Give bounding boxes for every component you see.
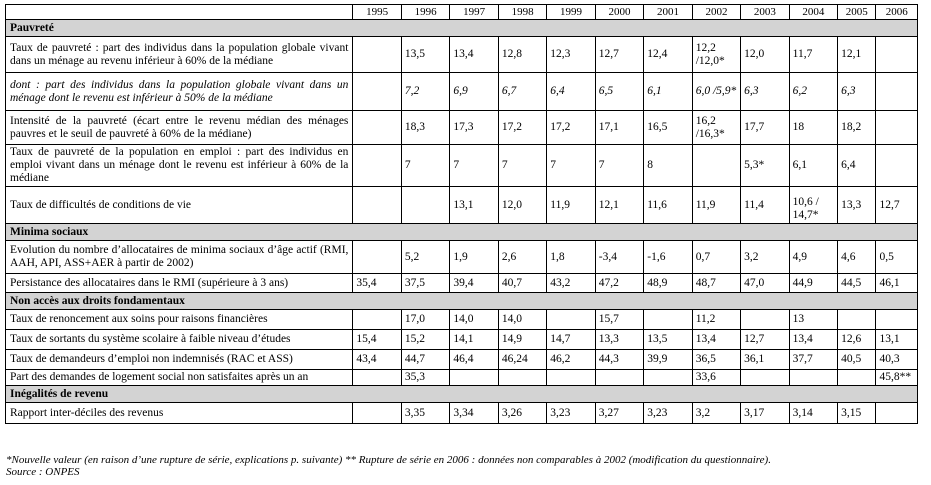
- value-cell: -3,4: [595, 241, 643, 274]
- value-cell: [595, 370, 643, 386]
- value-cell: 12,6: [838, 330, 876, 350]
- year-header: 1996: [401, 5, 449, 20]
- value-cell: 3,2: [741, 241, 789, 274]
- value-cell: 0,7: [692, 241, 740, 274]
- value-cell: 37,5: [401, 274, 449, 293]
- value-cell: 5,2: [401, 241, 449, 274]
- table-row: [6, 241, 918, 274]
- value-cell: [741, 370, 789, 386]
- value-cell: [450, 370, 498, 386]
- table-row: [6, 37, 918, 73]
- table-row: [6, 350, 918, 370]
- value-cell: 17,1: [595, 111, 643, 145]
- value-cell: 13,1: [876, 330, 918, 350]
- section-title: Minima sociaux: [6, 224, 918, 241]
- value-cell: 6,3: [838, 73, 876, 111]
- section-title: Inégalités de revenu: [6, 386, 918, 403]
- value-cell: 5,3*: [741, 145, 789, 187]
- section-header-row: [6, 386, 918, 403]
- value-cell: 11,9: [547, 187, 595, 224]
- year-header: 2005: [838, 5, 876, 20]
- value-cell: [876, 145, 918, 187]
- table-row: [6, 330, 918, 350]
- value-cell: 6,9: [450, 73, 498, 111]
- value-cell: 12,2 /12,0*: [692, 37, 740, 73]
- value-cell: 17,0: [401, 310, 449, 330]
- value-cell: 36,5: [692, 350, 740, 370]
- value-cell: 12,4: [644, 37, 692, 73]
- value-cell: 7: [450, 145, 498, 187]
- row-label: Evolution du nombre d’allocataires de minima sociaux d’âge actif (RMI, AAH, API, ASS+AER à partir de 2002): [6, 241, 353, 274]
- table-row: [6, 111, 918, 145]
- year-header: 2003: [741, 5, 789, 20]
- table-row: [6, 73, 918, 111]
- value-cell: 33,6: [692, 370, 740, 386]
- table-notes: [6, 454, 771, 478]
- value-cell: [547, 310, 595, 330]
- value-cell: [353, 37, 401, 73]
- value-cell: 3,2: [692, 403, 740, 424]
- value-cell: 3,26: [498, 403, 546, 424]
- table-row: [6, 274, 918, 293]
- section-title: Non accès aux droits fondamentaux: [6, 293, 918, 310]
- value-cell: 35,3: [401, 370, 449, 386]
- value-cell: 14,1: [450, 330, 498, 350]
- value-cell: 12,8: [498, 37, 546, 73]
- value-cell: 15,7: [595, 310, 643, 330]
- value-cell: 2,6: [498, 241, 546, 274]
- value-cell: 11,2: [692, 310, 740, 330]
- section-header-row: [6, 293, 918, 310]
- value-cell: 12,0: [498, 187, 546, 224]
- year-header: 2002: [692, 5, 740, 20]
- value-cell: [644, 370, 692, 386]
- year-header: 1997: [450, 5, 498, 20]
- value-cell: 17,7: [741, 111, 789, 145]
- value-cell: [353, 145, 401, 187]
- value-cell: 11,4: [741, 187, 789, 224]
- value-cell: 7: [595, 145, 643, 187]
- value-cell: 46,1: [876, 274, 918, 293]
- value-cell: 4,9: [789, 241, 837, 274]
- year-header: 2000: [595, 5, 643, 20]
- value-cell: 17,3: [450, 111, 498, 145]
- row-label: Taux de pauvreté : part des individus dans la population globale vivant dans un ménage au revenu inférieur à 60% de la médiane: [6, 37, 353, 73]
- value-cell: [644, 310, 692, 330]
- value-cell: 6,7: [498, 73, 546, 111]
- value-cell: 15,4: [353, 330, 401, 350]
- value-cell: 4,6: [838, 241, 876, 274]
- source-note: Source : ONPES: [6, 466, 80, 478]
- year-header: 1998: [498, 5, 546, 20]
- value-cell: 37,7: [789, 350, 837, 370]
- value-cell: [353, 370, 401, 386]
- value-cell: 12,7: [876, 187, 918, 224]
- value-cell: 40,5: [838, 350, 876, 370]
- value-cell: 13,5: [644, 330, 692, 350]
- value-cell: 1,9: [450, 241, 498, 274]
- value-cell: 47,0: [741, 274, 789, 293]
- value-cell: [838, 310, 876, 330]
- table-row: [6, 187, 918, 224]
- value-cell: 14,7: [547, 330, 595, 350]
- value-cell: 18,2: [838, 111, 876, 145]
- value-cell: 6,3: [741, 73, 789, 111]
- value-cell: [401, 187, 449, 224]
- row-label: Intensité de la pauvreté (écart entre le revenu médian des ménages pauvres et le seuil de pauvreté à 60% de la médiane): [6, 111, 353, 145]
- value-cell: 11,7: [789, 37, 837, 73]
- value-cell: 0,5: [876, 241, 918, 274]
- value-cell: 46,24: [498, 350, 546, 370]
- value-cell: 13: [789, 310, 837, 330]
- value-cell: 44,7: [401, 350, 449, 370]
- table-row: [6, 370, 918, 386]
- value-cell: [498, 370, 546, 386]
- value-cell: 43,4: [353, 350, 401, 370]
- value-cell: 6,2: [789, 73, 837, 111]
- year-header: 2001: [644, 5, 692, 20]
- table-row: [6, 403, 918, 424]
- value-cell: 12,7: [741, 330, 789, 350]
- value-cell: 16,5: [644, 111, 692, 145]
- value-cell: 45,8**: [876, 370, 918, 386]
- value-cell: 46,4: [450, 350, 498, 370]
- value-cell: [789, 370, 837, 386]
- value-cell: 10,6 / 14,7*: [789, 187, 837, 224]
- value-cell: 6,4: [547, 73, 595, 111]
- value-cell: 48,9: [644, 274, 692, 293]
- value-cell: 3,23: [547, 403, 595, 424]
- value-cell: [353, 73, 401, 111]
- value-cell: 7,2: [401, 73, 449, 111]
- value-cell: 12,1: [838, 37, 876, 73]
- value-cell: [353, 241, 401, 274]
- value-cell: [353, 111, 401, 145]
- year-header-row: [6, 5, 918, 20]
- value-cell: 1,8: [547, 241, 595, 274]
- value-cell: 39,4: [450, 274, 498, 293]
- value-cell: [353, 187, 401, 224]
- header-corner: [6, 5, 353, 20]
- value-cell: 6,1: [644, 73, 692, 111]
- value-cell: 11,9: [692, 187, 740, 224]
- value-cell: 3,17: [741, 403, 789, 424]
- value-cell: 18: [789, 111, 837, 145]
- value-cell: 3,23: [644, 403, 692, 424]
- year-header: 1999: [547, 5, 595, 20]
- value-cell: 18,3: [401, 111, 449, 145]
- row-label: Persistance des allocataires dans le RMI (supérieure à 3 ans): [6, 274, 353, 293]
- indicators-table: [5, 4, 918, 424]
- value-cell: [876, 310, 918, 330]
- value-cell: 39,9: [644, 350, 692, 370]
- value-cell: 3,27: [595, 403, 643, 424]
- value-cell: 6,4: [838, 145, 876, 187]
- value-cell: 17,2: [547, 111, 595, 145]
- value-cell: 44,3: [595, 350, 643, 370]
- value-cell: 12,3: [547, 37, 595, 73]
- value-cell: 15,2: [401, 330, 449, 350]
- row-label: Taux de renoncement aux soins pour raisons financières: [6, 310, 353, 330]
- value-cell: 14,0: [450, 310, 498, 330]
- value-cell: 43,2: [547, 274, 595, 293]
- row-label: Taux de pauvreté de la population en emploi : part des individus en emploi vivant dans un ménage dont le revenu est inférieur à 60% de la médiane: [6, 145, 353, 187]
- value-cell: [876, 37, 918, 73]
- table-row: [6, 310, 918, 330]
- value-cell: [547, 370, 595, 386]
- row-label: Taux de demandeurs d’emploi non indemnisés (RAC et ASS): [6, 350, 353, 370]
- value-cell: 35,4: [353, 274, 401, 293]
- value-cell: 3,34: [450, 403, 498, 424]
- value-cell: [876, 403, 918, 424]
- value-cell: 7: [401, 145, 449, 187]
- footnote: *Nouvelle valeur (en raison d’une rupture de série, explications p. suivante) ** Rupture de série en 2006 : données non comparables à 2002 (modification du questionnaire).: [6, 454, 771, 466]
- value-cell: 13,3: [838, 187, 876, 224]
- value-cell: 3,14: [789, 403, 837, 424]
- value-cell: 17,2: [498, 111, 546, 145]
- value-cell: 36,1: [741, 350, 789, 370]
- value-cell: 14,9: [498, 330, 546, 350]
- section-header-row: [6, 224, 918, 241]
- row-label: Taux de sortants du système scolaire à faible niveau d’études: [6, 330, 353, 350]
- value-cell: 44,5: [838, 274, 876, 293]
- value-cell: 16,2 /16,3*: [692, 111, 740, 145]
- section-header-row: [6, 20, 918, 37]
- value-cell: 46,2: [547, 350, 595, 370]
- row-label: dont : part des individus dans la population globale vivant dans un ménage dont le revenu est inférieur à 50% de la médiane: [6, 73, 353, 111]
- year-header: 2004: [789, 5, 837, 20]
- value-cell: 47,2: [595, 274, 643, 293]
- value-cell: 12,7: [595, 37, 643, 73]
- value-cell: 3,35: [401, 403, 449, 424]
- value-cell: 7: [547, 145, 595, 187]
- value-cell: -1,6: [644, 241, 692, 274]
- value-cell: 6,5: [595, 73, 643, 111]
- value-cell: 7: [498, 145, 546, 187]
- value-cell: 13,5: [401, 37, 449, 73]
- value-cell: [838, 370, 876, 386]
- section-title: Pauvreté: [6, 20, 918, 37]
- value-cell: 14,0: [498, 310, 546, 330]
- value-cell: 12,0: [741, 37, 789, 73]
- value-cell: [876, 111, 918, 145]
- year-header: 2006: [876, 5, 918, 20]
- value-cell: 44,9: [789, 274, 837, 293]
- value-cell: 13,4: [789, 330, 837, 350]
- value-cell: 13,1: [450, 187, 498, 224]
- value-cell: 3,15: [838, 403, 876, 424]
- value-cell: 40,7: [498, 274, 546, 293]
- value-cell: [876, 73, 918, 111]
- row-label: Taux de difficultés de conditions de vie: [6, 187, 353, 224]
- value-cell: 13,4: [692, 330, 740, 350]
- value-cell: 13,3: [595, 330, 643, 350]
- value-cell: 40,3: [876, 350, 918, 370]
- value-cell: 6,0 /5,9*: [692, 73, 740, 111]
- value-cell: 8: [644, 145, 692, 187]
- value-cell: 6,1: [789, 145, 837, 187]
- value-cell: 13,4: [450, 37, 498, 73]
- value-cell: [353, 310, 401, 330]
- value-cell: 48,7: [692, 274, 740, 293]
- value-cell: [353, 403, 401, 424]
- year-header: 1995: [353, 5, 401, 20]
- table-row: [6, 145, 918, 187]
- value-cell: 12,1: [595, 187, 643, 224]
- row-label: Part des demandes de logement social non satisfaites après un an: [6, 370, 353, 386]
- value-cell: [741, 310, 789, 330]
- value-cell: [692, 145, 740, 187]
- row-label: Rapport inter-déciles des revenus: [6, 403, 353, 424]
- value-cell: 11,6: [644, 187, 692, 224]
